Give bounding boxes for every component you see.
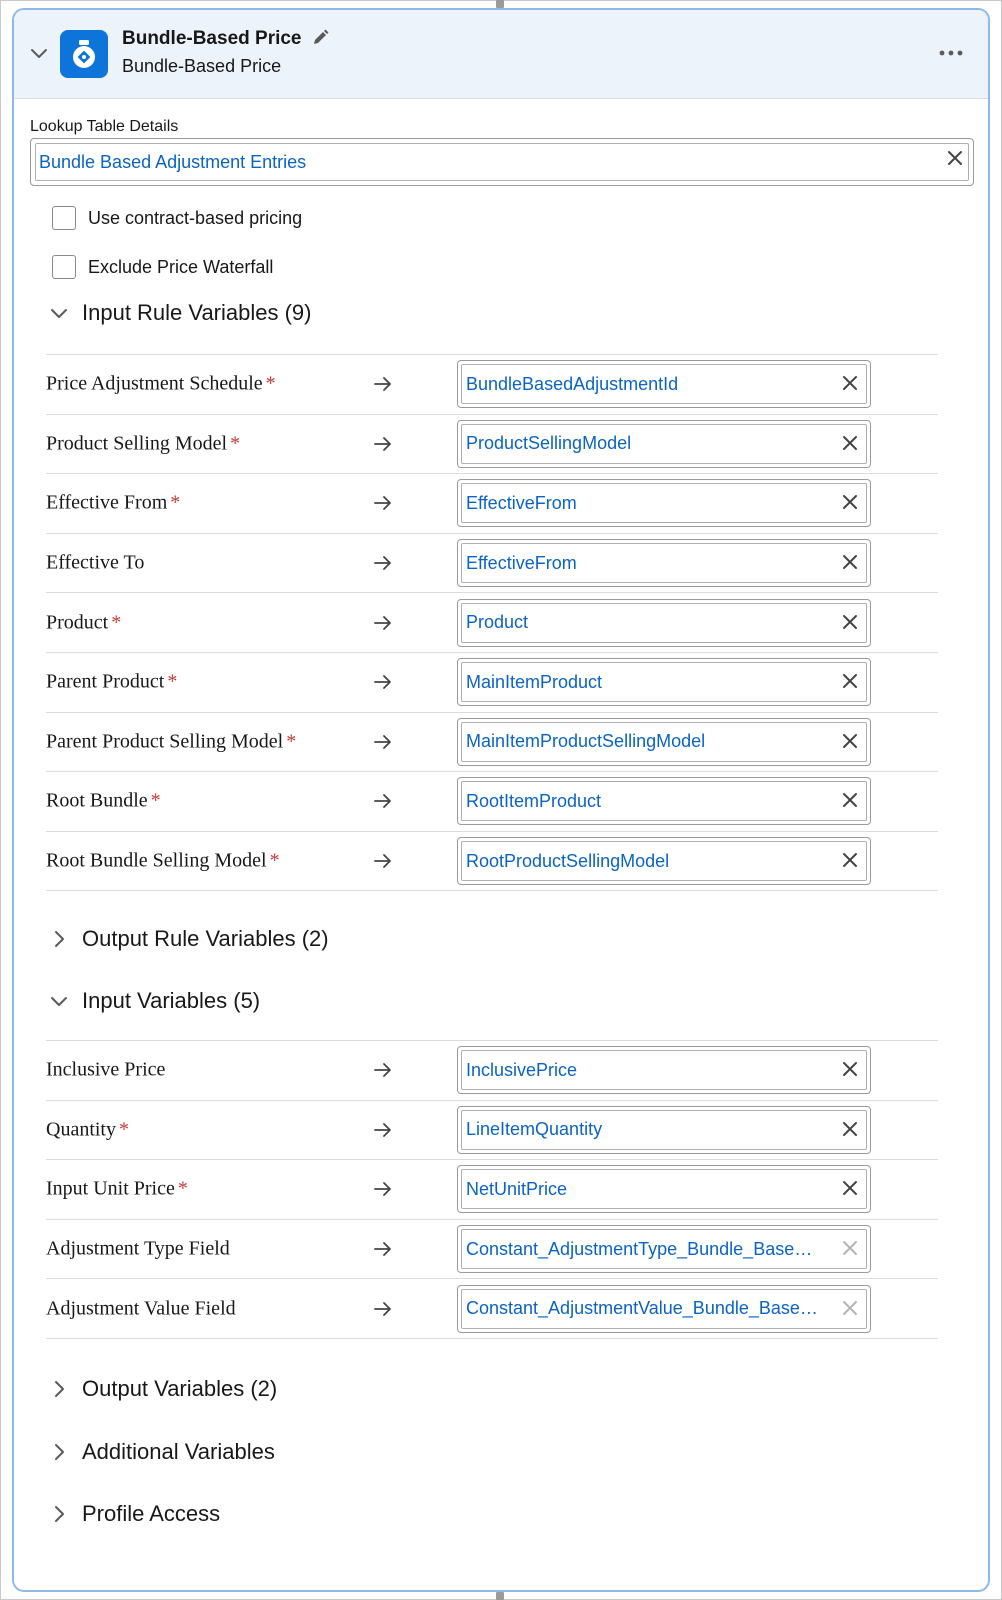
close-icon[interactable]	[840, 790, 860, 810]
variable-row	[46, 713, 938, 773]
close-icon[interactable]	[840, 1119, 860, 1139]
variable-value[interactable]: LineItemQuantity	[466, 1119, 603, 1140]
variable-label	[46, 432, 240, 455]
required-asterisk: *	[265, 372, 276, 395]
variable-label	[46, 1178, 188, 1201]
variable-value[interactable]: Product	[466, 612, 529, 633]
close-icon[interactable]	[840, 1298, 860, 1318]
variable-value-field[interactable]	[457, 539, 871, 587]
variable-label	[46, 790, 161, 813]
chevron-right-icon	[48, 1503, 70, 1525]
arrow-right-icon	[372, 1119, 394, 1141]
variable-value-field[interactable]	[457, 837, 871, 885]
variable-row	[46, 355, 938, 415]
variable-row	[46, 653, 938, 713]
section-input-rule-variables[interactable]	[48, 300, 312, 326]
variable-label	[46, 850, 280, 873]
variable-value-field[interactable]	[457, 1165, 871, 1213]
exclude-waterfall-checkbox[interactable]	[52, 255, 76, 279]
variable-value[interactable]: ProductSellingModel	[466, 433, 632, 454]
pricing-element-card	[12, 8, 990, 1592]
chevron-down-icon	[48, 302, 70, 324]
variable-row	[46, 415, 938, 475]
section-output-variables[interactable]	[48, 1376, 277, 1402]
required-asterisk: *	[286, 730, 297, 753]
variable-row	[46, 474, 938, 534]
required-asterisk: *	[230, 432, 241, 455]
required-asterisk: *	[119, 1118, 129, 1141]
variable-label-text: Root Bundle	[46, 789, 148, 812]
variable-value[interactable]: BundleBasedAdjustmentId	[466, 373, 679, 394]
required-asterisk: *	[150, 789, 161, 812]
connector-bottom	[496, 1592, 504, 1600]
contract-pricing-checkbox[interactable]	[52, 206, 76, 230]
lookup-table-field[interactable]	[30, 138, 974, 186]
section-title: Input Variables (5)	[82, 988, 261, 1013]
variable-label-text: Effective To	[46, 551, 145, 574]
node-title: Bundle-Based Price	[122, 28, 302, 49]
variable-row	[46, 1041, 938, 1101]
variable-value[interactable]: InclusivePrice	[466, 1059, 578, 1080]
variable-label	[46, 1238, 233, 1261]
variable-row	[46, 593, 938, 653]
variable-label-text: Parent Product	[46, 670, 165, 693]
variable-value[interactable]: RootItemProduct	[466, 790, 602, 811]
more-actions-icon[interactable]	[938, 46, 964, 60]
variable-value-field[interactable]	[457, 599, 871, 647]
chevron-down-icon	[48, 990, 70, 1012]
arrow-right-icon	[372, 1298, 394, 1320]
arrow-right-icon	[372, 1238, 394, 1260]
price-tag-icon	[60, 30, 108, 78]
section-output-rule-variables[interactable]	[48, 926, 329, 952]
variable-value-field[interactable]	[457, 479, 871, 527]
arrow-right-icon	[372, 850, 394, 872]
variable-label	[46, 1118, 129, 1141]
arrow-right-icon	[372, 552, 394, 574]
variable-value[interactable]: NetUnitPrice	[466, 1178, 568, 1199]
variable-value-field[interactable]	[457, 718, 871, 766]
pencil-icon[interactable]	[310, 28, 330, 48]
variable-label	[46, 492, 180, 515]
variable-value-field[interactable]	[457, 1046, 871, 1094]
required-asterisk: *	[167, 670, 178, 693]
variable-label	[46, 611, 121, 634]
arrow-right-icon	[372, 612, 394, 634]
arrow-right-icon	[372, 433, 394, 455]
variable-row	[46, 1279, 938, 1339]
variable-label	[46, 730, 296, 753]
close-icon[interactable]	[840, 1178, 860, 1198]
variable-label	[46, 373, 276, 396]
close-icon[interactable]	[840, 850, 860, 870]
variable-label-text: Effective From	[46, 491, 168, 514]
section-title: Profile Access	[82, 1501, 221, 1526]
input-rule-variables-table	[46, 354, 938, 891]
variable-value[interactable]: EffectiveFrom	[466, 552, 577, 573]
section-input-variables[interactable]	[48, 988, 260, 1014]
arrow-right-icon	[372, 373, 394, 395]
variable-row	[46, 1220, 938, 1280]
variable-label-text: Product	[46, 611, 109, 634]
input-variables-table	[46, 1040, 938, 1339]
variable-label	[46, 552, 147, 575]
variable-label-text: Quantity	[46, 1118, 116, 1141]
variable-row	[46, 832, 938, 892]
variable-value-field[interactable]	[457, 1106, 871, 1154]
required-asterisk: *	[111, 611, 122, 634]
connector-top	[496, 0, 504, 8]
chevron-right-icon	[48, 1441, 70, 1463]
variable-label-text: Inclusive Price	[46, 1058, 166, 1081]
variable-label	[46, 671, 177, 694]
variable-label-text: Adjustment Type Field	[46, 1237, 230, 1260]
variable-label	[46, 1059, 168, 1082]
close-icon[interactable]	[840, 433, 860, 453]
close-icon[interactable]	[840, 731, 860, 751]
section-additional-variables[interactable]	[48, 1439, 275, 1465]
arrow-right-icon	[372, 731, 394, 753]
required-asterisk: *	[170, 491, 181, 514]
chevron-down-icon[interactable]	[28, 42, 50, 64]
chevron-right-icon	[48, 1378, 70, 1400]
close-icon[interactable]	[840, 612, 860, 632]
variable-value-field[interactable]	[457, 420, 871, 468]
required-asterisk: *	[269, 849, 280, 872]
section-title: Output Rule Variables (2)	[82, 926, 329, 951]
lookup-table-label: Lookup Table Details	[30, 118, 179, 135]
chevron-right-icon	[48, 928, 70, 950]
exclude-waterfall-option[interactable]	[52, 255, 273, 279]
close-icon[interactable]	[840, 1059, 860, 1079]
required-asterisk: *	[177, 1177, 188, 1200]
variable-value-field[interactable]	[457, 658, 871, 706]
close-icon[interactable]	[840, 552, 860, 572]
variable-value-field[interactable]	[457, 777, 871, 825]
arrow-right-icon	[372, 492, 394, 514]
variable-value[interactable]: Constant_AdjustmentValue_Bundle_Base…	[466, 1298, 818, 1319]
arrow-right-icon	[372, 1178, 394, 1200]
exclude-waterfall-label: Exclude Price Waterfall	[88, 256, 274, 277]
variable-value-field[interactable]	[457, 360, 871, 408]
close-icon[interactable]	[840, 492, 860, 512]
close-icon[interactable]	[945, 148, 965, 168]
section-profile-access[interactable]	[48, 1501, 220, 1527]
lookup-table-value[interactable]: Bundle Based Adjustment Entries	[39, 151, 307, 172]
variable-value-field[interactable]	[457, 1225, 871, 1273]
card-header	[14, 10, 988, 99]
variable-label-text: Product Selling Model	[46, 432, 228, 455]
contract-pricing-label: Use contract-based pricing	[88, 207, 303, 228]
variable-value[interactable]: MainItemProduct	[466, 671, 603, 692]
variable-label-text: Adjustment Value Field	[46, 1297, 236, 1320]
variable-row	[46, 772, 938, 832]
variable-label-text: Input Unit Price	[46, 1177, 175, 1200]
arrow-right-icon	[372, 671, 394, 693]
close-icon[interactable]	[840, 373, 860, 393]
section-title: Additional Variables	[82, 1439, 275, 1464]
variable-value-field[interactable]	[457, 1285, 871, 1333]
close-icon[interactable]	[840, 671, 860, 691]
variable-label-text: Price Adjustment Schedule	[46, 372, 263, 395]
arrow-right-icon	[372, 1059, 394, 1081]
close-icon[interactable]	[840, 1238, 860, 1258]
variable-value[interactable]: Constant_AdjustmentType_Bundle_Base…	[466, 1238, 813, 1259]
variable-value[interactable]: EffectiveFrom	[466, 492, 577, 513]
variable-row	[46, 1101, 938, 1161]
node-subtitle: Bundle-Based Price	[122, 56, 282, 76]
section-title: Output Variables (2)	[82, 1376, 278, 1401]
section-title: Input Rule Variables (9)	[82, 300, 312, 325]
variable-row	[46, 1160, 938, 1220]
variable-row	[46, 534, 938, 594]
contract-pricing-option[interactable]	[52, 206, 302, 230]
variable-value[interactable]: MainItemProductSellingModel	[466, 731, 706, 752]
arrow-right-icon	[372, 790, 394, 812]
variable-label	[46, 1297, 239, 1320]
variable-value[interactable]: RootProductSellingModel	[466, 850, 670, 871]
variable-label-text: Parent Product Selling Model	[46, 730, 284, 753]
variable-label-text: Root Bundle Selling Model	[46, 849, 267, 872]
